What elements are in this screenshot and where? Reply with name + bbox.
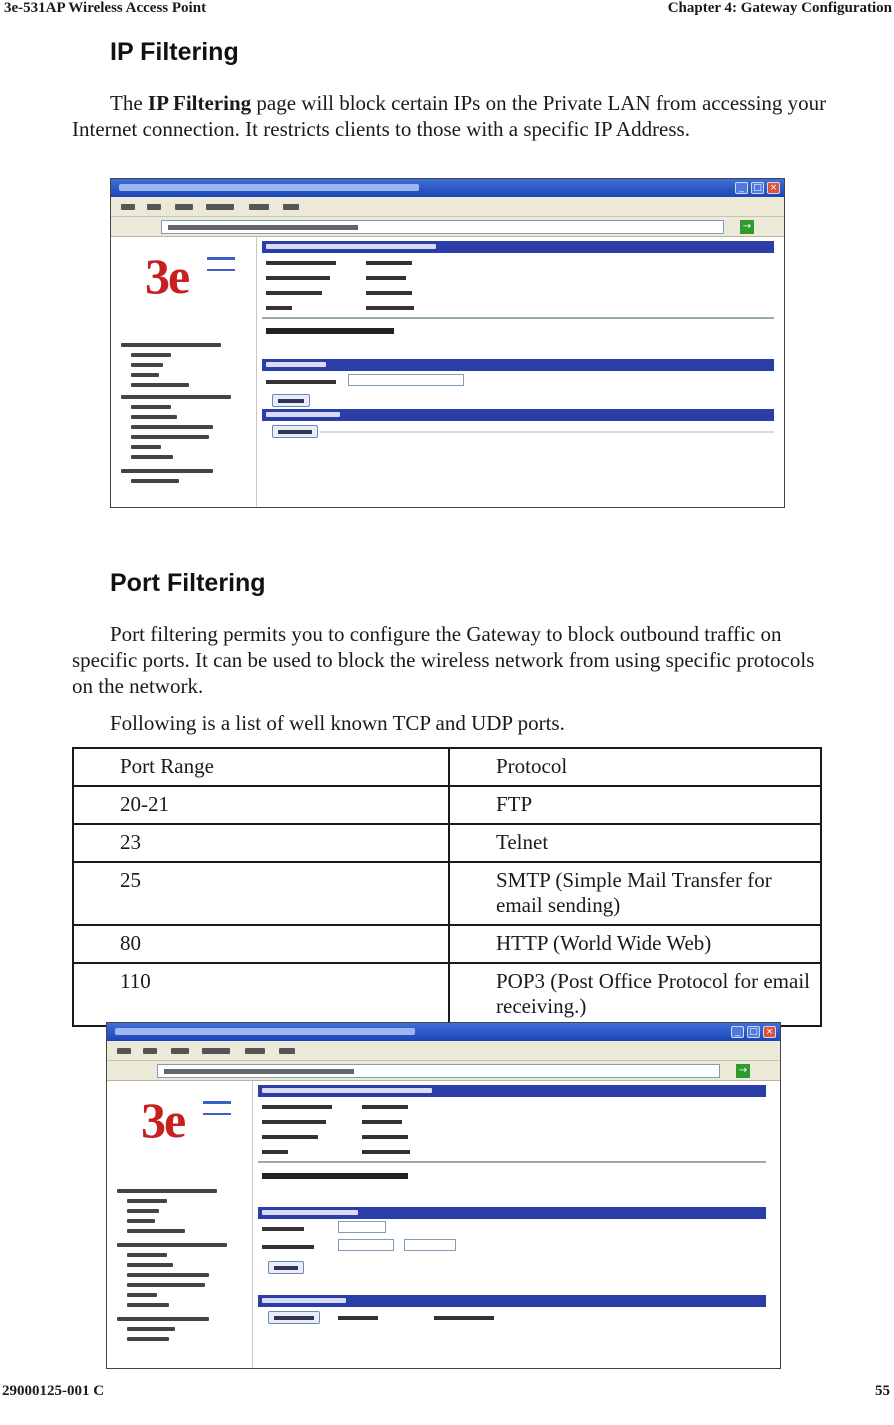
- nav-item[interactable]: [127, 1293, 157, 1297]
- info-label: [266, 306, 292, 310]
- footer-doc-number: 29000125-001 C: [2, 1383, 105, 1399]
- logo-tagline: [203, 1101, 231, 1115]
- add-ip-banner: [262, 359, 774, 371]
- info-label: [262, 1135, 318, 1139]
- address-url: [168, 225, 358, 230]
- protocol-cell: HTTP (World Wide Web): [449, 925, 821, 963]
- menu-file[interactable]: [117, 1048, 131, 1054]
- browser-menubar: [107, 1041, 780, 1061]
- port-range-cell: 25: [73, 862, 449, 925]
- menu-tools[interactable]: [245, 1048, 265, 1054]
- table-row: [73, 786, 821, 824]
- running-header: [0, 0, 894, 20]
- nav-item[interactable]: [131, 353, 171, 357]
- nav-item[interactable]: [131, 445, 161, 449]
- info-label: [266, 291, 322, 295]
- info-value: [366, 306, 414, 310]
- port-range-end-input[interactable]: [404, 1239, 456, 1251]
- logo-tagline: [207, 257, 235, 271]
- ip-filtering-paragraph: [72, 90, 832, 142]
- port-range-cell: 80: [73, 925, 449, 963]
- nav-item[interactable]: [127, 1337, 169, 1341]
- menu-view[interactable]: [171, 1048, 189, 1054]
- header-port-range: Port Range: [73, 748, 449, 786]
- table-header-row: [73, 748, 821, 786]
- nav-item[interactable]: [127, 1229, 185, 1233]
- page-breadcrumb: [266, 328, 394, 334]
- empty-list-row: [320, 431, 774, 433]
- protocol-cell: POP3 (Post Office Protocol for email receiving.): [449, 963, 821, 1026]
- port-protocol-table: [72, 747, 822, 1027]
- menu-help[interactable]: [283, 204, 299, 210]
- port-range-cell: 20-21: [73, 786, 449, 824]
- menu-help[interactable]: [279, 1048, 295, 1054]
- menu-favorites[interactable]: [206, 204, 234, 210]
- menu-tools[interactable]: [249, 204, 269, 210]
- port-list-banner: [258, 1295, 766, 1307]
- menu-view[interactable]: [175, 204, 193, 210]
- nav-item[interactable]: [127, 1327, 175, 1331]
- nav-item[interactable]: [127, 1263, 173, 1267]
- browser-menubar: [111, 197, 784, 217]
- ip-para-bold-term: IP Filtering: [147, 91, 252, 115]
- nav-item[interactable]: [131, 425, 213, 429]
- info-value: [362, 1150, 410, 1154]
- add-button[interactable]: [268, 1261, 304, 1274]
- info-value: [366, 276, 406, 280]
- 3e-logo: 3e: [141, 1092, 185, 1148]
- close-icon[interactable]: ×: [767, 182, 780, 194]
- nav-item[interactable]: [131, 373, 159, 377]
- info-value: [366, 261, 412, 265]
- config-content: [258, 237, 784, 507]
- info-label: [266, 261, 336, 265]
- nav-item[interactable]: [127, 1283, 205, 1287]
- delete-button[interactable]: [268, 1311, 320, 1324]
- ip-para-rest: page will block certain IPs on the Private LAN from accessing your Internet connection. It restricts clients to those with a specific IP Address.: [72, 91, 827, 141]
- nav-system-config[interactable]: [117, 1189, 217, 1193]
- browser-address-bar: [111, 217, 784, 237]
- nav-item[interactable]: [131, 383, 189, 387]
- protocol-select[interactable]: [338, 1221, 386, 1233]
- go-arrow-icon[interactable]: →: [736, 1064, 750, 1078]
- page-breadcrumb: [262, 1173, 408, 1179]
- divider: [258, 1161, 766, 1163]
- maximize-icon[interactable]: □: [747, 1026, 760, 1038]
- table-row: [73, 824, 821, 862]
- nav-item[interactable]: [127, 1219, 155, 1223]
- menu-edit[interactable]: [143, 1048, 157, 1054]
- info-label: [262, 1105, 332, 1109]
- config-content: [254, 1081, 780, 1368]
- browser-title-text: [119, 184, 419, 191]
- footer-page-number: 55: [875, 1383, 890, 1399]
- table-row: [73, 862, 821, 925]
- ip-para-prefix: The: [110, 91, 148, 115]
- info-value: [362, 1120, 402, 1124]
- nav-item[interactable]: [131, 405, 171, 409]
- nav-item[interactable]: [131, 363, 163, 367]
- nav-item[interactable]: [131, 435, 209, 439]
- nav-item[interactable]: [131, 455, 173, 459]
- browser-title-text: [115, 1028, 415, 1035]
- config-sidebar: [107, 1081, 253, 1368]
- nav-item[interactable]: [127, 1209, 159, 1213]
- header-product-name: 3e-531AP Wireless Access Point: [4, 0, 207, 16]
- list-col-protocol: [338, 1316, 378, 1320]
- info-value: [366, 291, 412, 295]
- protocol-cell: FTP: [449, 786, 821, 824]
- nav-item[interactable]: [127, 1199, 167, 1203]
- port-range-cell: 110: [73, 963, 449, 1026]
- table-row: [73, 925, 821, 963]
- protocol-cell: SMTP (Simple Mail Transfer for email sending): [449, 862, 821, 925]
- info-label: [262, 1150, 288, 1154]
- port-range-cell: 23: [73, 824, 449, 862]
- lan-ip-input[interactable]: [348, 374, 464, 386]
- nav-services-settings[interactable]: [117, 1317, 209, 1321]
- nav-item[interactable]: [131, 415, 177, 419]
- nav-item[interactable]: [127, 1303, 169, 1307]
- port-range-label: [262, 1245, 314, 1249]
- protocol-label: [262, 1227, 304, 1231]
- header-protocol: Protocol: [449, 748, 821, 786]
- ip-list-banner: [262, 409, 774, 421]
- browser-titlebar: [107, 1023, 780, 1041]
- table-row: [73, 963, 821, 1026]
- info-value: [362, 1135, 408, 1139]
- port-filtering-paragraph: Port filtering permits you to configure the Gateway to block outbound traffic on specific ports. It can be used to block the wireless network from using specific protocols on the network.: [72, 622, 815, 698]
- nav-item[interactable]: [131, 479, 179, 483]
- menu-edit[interactable]: [147, 204, 161, 210]
- add-button[interactable]: [272, 394, 310, 407]
- go-arrow-icon[interactable]: →: [740, 220, 754, 234]
- address-url: [164, 1069, 354, 1074]
- nav-services-settings[interactable]: [121, 469, 213, 473]
- info-value: [362, 1105, 408, 1109]
- ip-filtering-screenshot: [110, 178, 785, 508]
- info-label: [266, 276, 330, 280]
- address-input[interactable]: [161, 220, 724, 234]
- divider: [262, 317, 774, 319]
- port-filtering-screenshot: [106, 1022, 781, 1369]
- port-range-start-input[interactable]: [338, 1239, 394, 1251]
- menu-favorites[interactable]: [202, 1048, 230, 1054]
- nav-system-config[interactable]: [121, 343, 221, 347]
- nav-item[interactable]: [127, 1253, 167, 1257]
- nav-wireless-config[interactable]: [117, 1243, 227, 1247]
- maximize-icon[interactable]: □: [751, 182, 764, 194]
- browser-titlebar: [111, 179, 784, 197]
- info-banner: [262, 241, 774, 253]
- header-chapter-title: Chapter 4: Gateway Configuration: [667, 0, 892, 16]
- delete-button[interactable]: [272, 425, 318, 438]
- info-label: [262, 1120, 326, 1124]
- list-col-port-range: [434, 1316, 494, 1320]
- 3e-logo: 3e: [145, 248, 189, 304]
- nav-wireless-config[interactable]: [121, 395, 231, 399]
- lan-ip-label: [266, 380, 336, 384]
- port-list-intro: Following is a list of well known TCP and UDP ports.: [110, 711, 565, 735]
- add-protocol-banner: [258, 1207, 766, 1219]
- minimize-icon[interactable]: _: [731, 1026, 744, 1038]
- port-filtering-heading: Port Filtering: [110, 569, 266, 597]
- close-icon[interactable]: ×: [763, 1026, 776, 1038]
- minimize-icon[interactable]: _: [735, 182, 748, 194]
- nav-item[interactable]: [127, 1273, 209, 1277]
- protocol-cell: Telnet: [449, 824, 821, 862]
- browser-address-bar: [107, 1061, 780, 1081]
- info-banner: [258, 1085, 766, 1097]
- address-input[interactable]: [157, 1064, 720, 1078]
- menu-file[interactable]: [121, 204, 135, 210]
- ip-filtering-heading: IP Filtering: [110, 38, 239, 66]
- config-sidebar: [111, 237, 257, 507]
